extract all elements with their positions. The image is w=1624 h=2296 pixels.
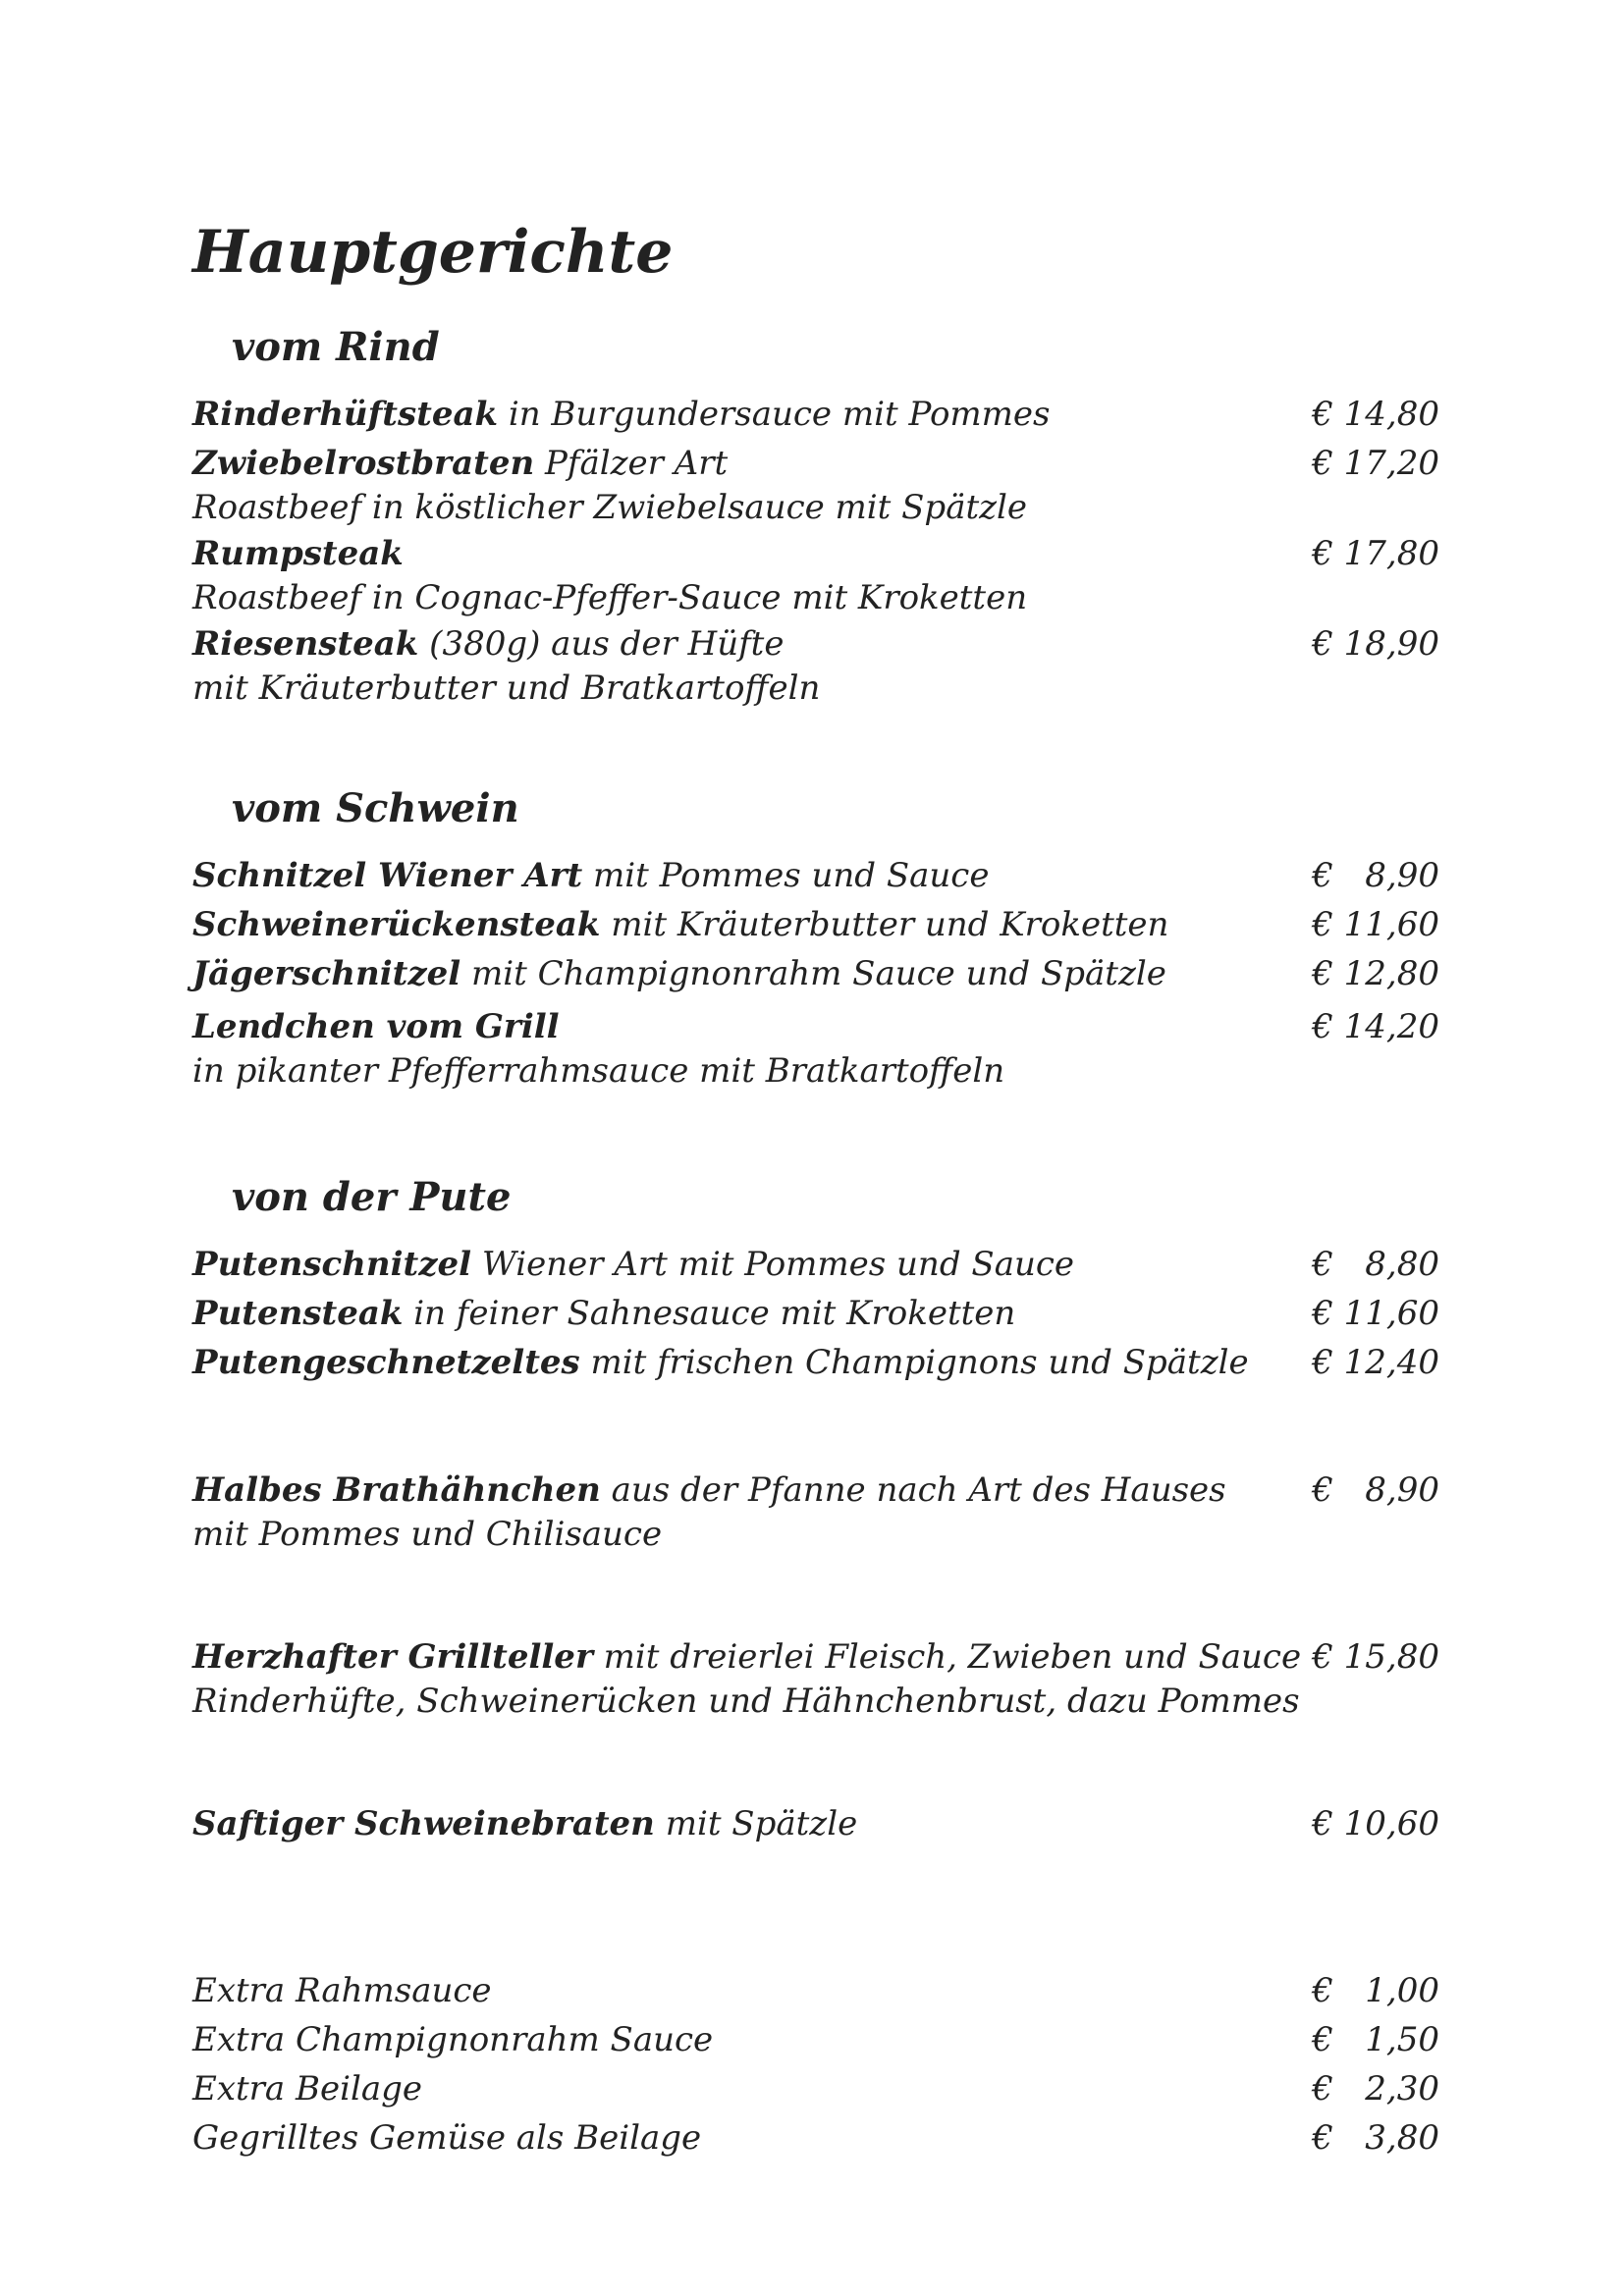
item-sub: mit Kräuterbutter und Bratkartoffeln bbox=[192, 668, 821, 708]
item-price: € 17,80 bbox=[1312, 534, 1439, 573]
item-desc: mit Champignonrahm Sauce und Spätzle bbox=[460, 954, 1166, 993]
menu-item bbox=[192, 901, 1439, 948]
extra-item bbox=[192, 2016, 1439, 2063]
item-name: Putengeschnetzeltes bbox=[192, 1343, 580, 1382]
menu-item bbox=[192, 1003, 1439, 1092]
item-price: € 17,20 bbox=[1312, 444, 1439, 483]
item-sub: Rinderhüfte, Schweinerücken und Hähnchenbrust, dazu Pommes bbox=[192, 1682, 1300, 1721]
menu-item bbox=[192, 620, 1439, 709]
menu-item bbox=[192, 391, 1439, 438]
menu-item bbox=[192, 1467, 1439, 1555]
item-name: Rinderhüftsteak bbox=[192, 395, 499, 434]
menu-item bbox=[192, 530, 1439, 618]
page-title: Hauptgerichte bbox=[192, 218, 674, 287]
extra-label: Extra Rahmsauce bbox=[192, 1971, 492, 2010]
item-price: € 12,40 bbox=[1312, 1343, 1439, 1382]
item-desc: mit Spätzle bbox=[654, 1804, 858, 1843]
item-price: € 18,90 bbox=[1312, 624, 1439, 664]
item-price: € 8,90 bbox=[1312, 1470, 1439, 1510]
item-price: € 8,80 bbox=[1312, 1245, 1439, 1284]
item-name: Herzhafter Grillteller bbox=[192, 1637, 593, 1677]
extra-label: Extra Beilage bbox=[192, 2069, 422, 2109]
menu-item bbox=[192, 1241, 1439, 1288]
item-name: Rumpsteak bbox=[192, 534, 404, 573]
item-name: Riesensteak bbox=[192, 624, 419, 664]
item-price: € 14,20 bbox=[1312, 1007, 1439, 1046]
item-desc: (380g) aus der Hüfte bbox=[418, 624, 785, 664]
item-name: Lendchen vom Grill bbox=[192, 1007, 560, 1046]
item-price: € 11,60 bbox=[1312, 905, 1439, 944]
section-title-pute: von der Pute bbox=[232, 1174, 512, 1220]
item-desc: mit frischen Champignons und Spätzle bbox=[579, 1343, 1249, 1382]
item-price: € 14,80 bbox=[1312, 395, 1439, 434]
extra-item bbox=[192, 1967, 1439, 2014]
item-desc: Pfälzer Art bbox=[534, 444, 729, 483]
item-desc: in Burgundersauce mit Pommes bbox=[498, 395, 1051, 434]
item-name: Jägerschnitzel bbox=[192, 954, 461, 993]
extra-price: € 3,80 bbox=[1312, 2118, 1439, 2158]
item-sub: Roastbeef in Cognac-Pfeffer-Sauce mit Kroketten bbox=[192, 578, 1028, 617]
menu-item bbox=[192, 852, 1439, 899]
item-sub: Roastbeef in köstlicher Zwiebelsauce mit Spätzle bbox=[192, 488, 1028, 527]
item-desc: Wiener Art mit Pommes und Sauce bbox=[471, 1245, 1075, 1284]
item-name: Saftiger Schweinebraten bbox=[192, 1804, 655, 1843]
item-desc: mit Pommes und Sauce bbox=[582, 856, 990, 895]
menu-item bbox=[192, 440, 1439, 528]
item-desc: aus der Pfanne nach Art des Hauses bbox=[600, 1470, 1226, 1510]
item-sub: in pikanter Pfefferrahmsauce mit Bratkartoffeln bbox=[192, 1051, 1005, 1091]
item-name: Schweinerückensteak bbox=[192, 905, 601, 944]
menu-item bbox=[192, 950, 1439, 997]
extra-item bbox=[192, 2065, 1439, 2112]
item-desc: mit dreierlei Fleisch, Zwieben und Sauce bbox=[592, 1637, 1302, 1677]
menu-item bbox=[192, 1290, 1439, 1337]
item-name: Schnitzel Wiener Art bbox=[192, 856, 583, 895]
item-name: Putenschnitzel bbox=[192, 1245, 472, 1284]
item-price: € 11,60 bbox=[1312, 1294, 1439, 1333]
extra-label: Gegrilltes Gemüse als Beilage bbox=[192, 2118, 702, 2158]
extra-price: € 1,00 bbox=[1312, 1971, 1439, 2010]
item-name: Putensteak bbox=[192, 1294, 404, 1333]
section-title-schwein: vom Schwein bbox=[232, 785, 519, 831]
item-price: € 8,90 bbox=[1312, 856, 1439, 895]
item-desc: in feiner Sahnesauce mit Kroketten bbox=[403, 1294, 1016, 1333]
item-price: € 12,80 bbox=[1312, 954, 1439, 993]
extra-price: € 1,50 bbox=[1312, 2020, 1439, 2059]
extra-label: Extra Champignonrahm Sauce bbox=[192, 2020, 714, 2059]
menu-item bbox=[192, 1633, 1439, 1722]
extra-price: € 2,30 bbox=[1312, 2069, 1439, 2109]
item-desc: mit Kräuterbutter und Kroketten bbox=[600, 905, 1169, 944]
item-price: € 15,80 bbox=[1312, 1637, 1439, 1677]
extra-item bbox=[192, 2114, 1439, 2162]
item-name: Zwiebelrostbraten bbox=[192, 444, 535, 483]
menu-item bbox=[192, 1800, 1439, 1847]
item-sub: mit Pommes und Chilisauce bbox=[192, 1515, 663, 1554]
menu-item bbox=[192, 1339, 1439, 1386]
item-name: Halbes Brathähnchen bbox=[192, 1470, 601, 1510]
section-title-rind: vom Rind bbox=[232, 324, 440, 370]
item-price: € 10,60 bbox=[1312, 1804, 1439, 1843]
